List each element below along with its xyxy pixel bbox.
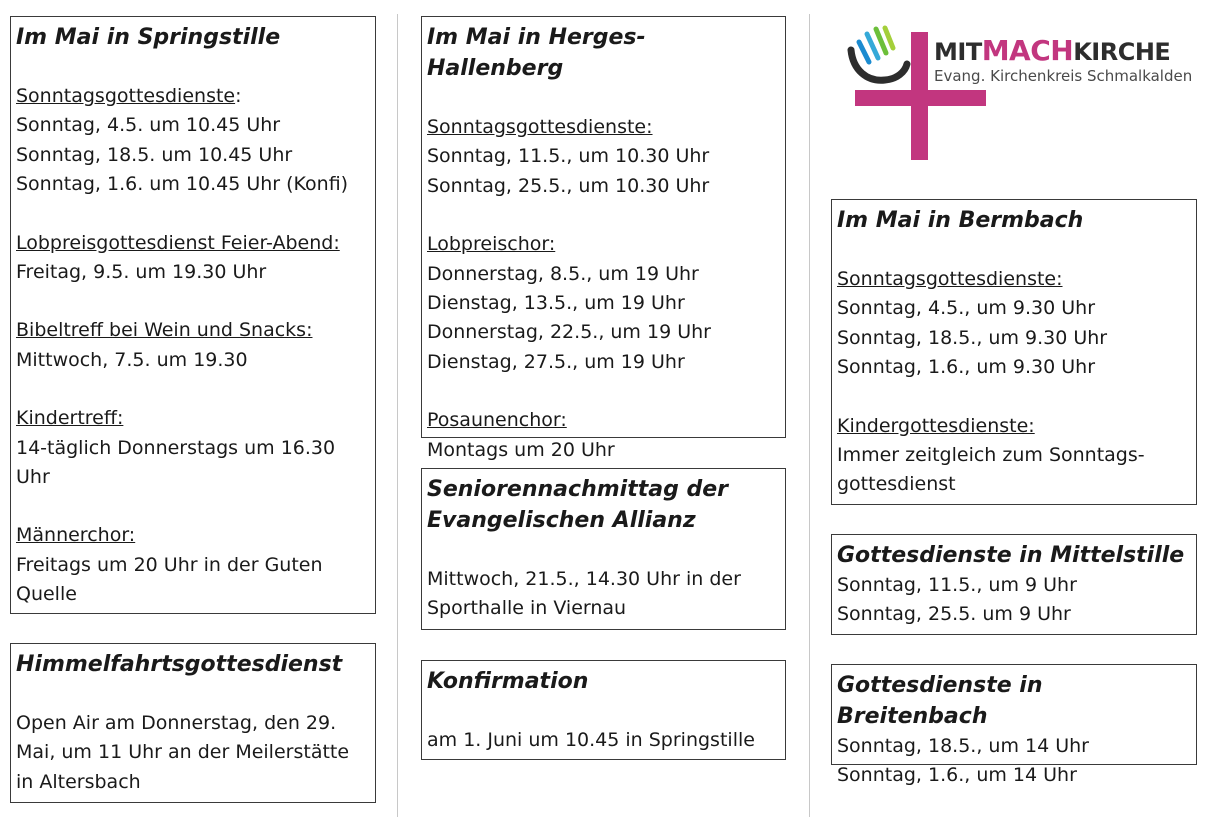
cross-horizontal-bar	[855, 90, 986, 106]
herges-title: Im Mai in Herges-Hallenberg	[427, 25, 646, 81]
springstille-s2-heading: Lobpreisgottesdienst Feier-Abend:	[16, 231, 340, 254]
herges-s2-line: Donnerstag, 22.5., um 19 Uhr	[427, 321, 711, 344]
senioren-line: Sporthalle in Viernau	[427, 597, 627, 620]
herges-s2-heading: Lobpreischor:	[427, 233, 556, 256]
konfirmation-line: am 1. Juni um 10.45 in Springstille	[427, 729, 755, 751]
himmelfahrt-box	[10, 643, 376, 803]
mittelstille-box	[831, 534, 1197, 635]
logo-brand-text	[934, 34, 1170, 67]
springstille-s5-line: Freitags um 20 Uhr in der Guten	[16, 553, 323, 576]
himmelfahrt-line: Open Air am Donnerstag, den 29.	[16, 712, 337, 734]
springstille-box	[10, 16, 376, 614]
senioren-box	[421, 468, 786, 630]
bermbach-s1-line: Sonntag, 18.5., um 9.30 Uhr	[837, 326, 1108, 349]
konfirmation-title: Konfirmation	[427, 669, 589, 694]
column-divider-left	[397, 14, 398, 817]
mitmachkirche-logo	[845, 22, 1193, 164]
brand-part-kirche: KIRCHE	[1073, 38, 1171, 66]
herges-s2-line: Donnerstag, 8.5., um 19 Uhr	[427, 262, 699, 285]
konfirmation-box	[421, 660, 786, 760]
senioren-title-line: Evangelischen Allianz	[427, 508, 696, 533]
springstille-s1-line: Sonntag, 18.5. um 10.45 Uhr	[16, 143, 293, 166]
bermbach-s1-heading: Sonntagsgottesdienste:	[837, 268, 1063, 290]
springstille-s1-heading: Sonntagsgottesdienste	[16, 85, 236, 107]
herges-box	[421, 16, 786, 461]
springstille-s4-heading: Kindertreff:	[16, 407, 124, 430]
mittelstille-line: Sonntag, 11.5., um 9 Uhr	[837, 574, 1077, 596]
himmelfahrt-title: Himmelfahrtsgottesdienst	[16, 652, 343, 677]
herges-s2-line: Dienstag, 27.5., um 19 Uhr	[427, 350, 685, 373]
springstille-title: Im Mai in Springstille	[16, 25, 281, 50]
mittelstille-title: Gottesdienste in Mittelstille	[837, 543, 1185, 568]
herges-s1-line: Sonntag, 11.5., um 10.30 Uhr	[427, 145, 710, 168]
bermbach-s1-line: Sonntag, 1.6., um 9.30 Uhr	[837, 356, 1096, 379]
bermbach-box	[831, 199, 1197, 505]
breitenbach-box	[831, 664, 1197, 787]
logo-tagline: Evang. Kirchenkreis Schmalkalden	[934, 67, 1193, 85]
herges-s3-heading: Posaunenchor:	[427, 409, 567, 432]
himmelfahrt-line: in Altersbach	[16, 770, 141, 793]
senioren-title-line: Seniorennachmittag der	[427, 477, 728, 502]
breitenbach-line: Sonntag, 18.5., um 14 Uhr	[837, 735, 1089, 757]
bermbach-s2-heading: Kindergottesdienste:	[837, 414, 1035, 437]
brand-part-mit: MIT	[934, 38, 982, 66]
bermbach-s2-line: Immer zeitgleich zum Sonntags-	[837, 444, 1145, 467]
springstille-s1-line: Sonntag, 4.5. um 10.45 Uhr	[16, 114, 281, 137]
herges-s1-heading: Sonntagsgottesdienste:	[427, 116, 653, 138]
herges-s1-line: Sonntag, 25.5., um 10.30 Uhr	[427, 174, 710, 197]
springstille-s4-line: Uhr	[16, 466, 50, 489]
bermbach-title: Im Mai in Bermbach	[837, 208, 1084, 233]
brand-part-mach: MACH	[981, 34, 1074, 67]
springstille-s2-line: Freitag, 9.5. um 19.30 Uhr	[16, 261, 267, 284]
springstille-s3-line: Mittwoch, 7.5. um 19.30	[16, 348, 248, 371]
breitenbach-line: Sonntag, 1.6., um 14 Uhr	[837, 764, 1077, 787]
senioren-line: Mittwoch, 21.5., 14.30 Uhr in der	[427, 568, 741, 590]
bermbach-s1-line: Sonntag, 4.5., um 9.30 Uhr	[837, 297, 1096, 320]
herges-s3-line: Montags um 20 Uhr	[427, 438, 615, 461]
springstille-s1-line: Sonntag, 1.6. um 10.45 Uhr (Konfi)	[16, 173, 349, 196]
herges-s2-line: Dienstag, 13.5., um 19 Uhr	[427, 292, 685, 315]
springstille-s1-colon: :	[235, 85, 242, 107]
column-divider-right	[809, 14, 810, 817]
breitenbach-title: Gottesdienste in Breitenbach	[837, 673, 1043, 729]
mittelstille-line: Sonntag, 25.5. um 9 Uhr	[837, 603, 1071, 626]
springstille-s4-line: 14-täglich Donnerstags um 16.30	[16, 436, 336, 459]
springstille-s5-heading: Männerchor:	[16, 524, 136, 547]
himmelfahrt-line: Mai, um 11 Uhr an der Meilerstätte	[16, 741, 350, 764]
springstille-s3-heading: Bibeltreff bei Wein und Snacks:	[16, 319, 313, 342]
springstille-s5-line: Quelle	[16, 583, 77, 606]
bermbach-s2-line: gottesdienst	[837, 473, 956, 496]
